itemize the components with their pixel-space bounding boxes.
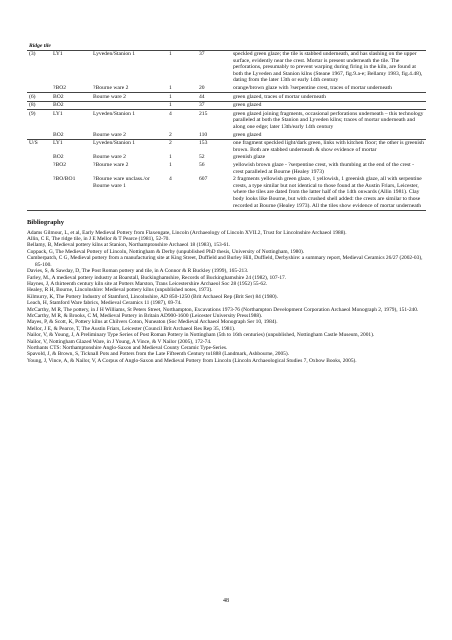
fabric-code-cell: LY1 — [53, 140, 63, 147]
bibliography-entry: Haynes, J, A thirteenth century kiln site at Potters Marston, Trans Leicestershire Archaeol Soc 28 (1952) 55-62. — [27, 280, 268, 287]
table-row — [27, 50, 426, 84]
weight-cell: 153 — [199, 140, 208, 147]
bibliography-entry: McCarthy, M R, The pottery, in J H Williams, St Peters Street, Northampton, Excavations 1973-76 (Northampton Development Corporation Archaeol Monograph 2, 1979), 151-240. — [27, 306, 419, 313]
fabric-name-cell: Bourne ware 2 — [93, 154, 126, 161]
sherd-count-cell: 1 — [167, 85, 197, 93]
table-row — [27, 139, 426, 154]
phase-cell — [27, 154, 51, 162]
fabric-code-cell: BO2 — [53, 154, 64, 161]
bibliography-entry: Davies, S, & Sawday, D, The Post Roman pottery and tile, in A Connor & R Buckley (1999), 165-213. — [27, 268, 249, 275]
weight-cell: 110 — [197, 131, 231, 139]
phase-cell — [27, 162, 51, 176]
weight-cell: 215 — [199, 110, 208, 117]
phase-cell — [27, 131, 51, 139]
fabric-code-cell: ?BO/BO1 — [51, 176, 91, 210]
bibliography-heading: Bibliography — [27, 218, 65, 226]
sherd-count-cell: 4 — [167, 176, 197, 210]
sherd-count-cell: 2 — [167, 131, 197, 139]
bibliography-entry: Spavold, J, & Brown, S, Ticknall Pots and Potters from the Late Fifteenth Century to1888 (Landmark, Ashbourne, 2005). — [27, 351, 290, 358]
fabric-name-cell: ?Bourne ware unclass./or Bourne ware 1 — [91, 176, 167, 210]
description-cell: green glazed — [231, 101, 426, 110]
ridge-tile-table — [27, 42, 426, 211]
table-row — [27, 176, 426, 210]
weight-cell: 37 — [197, 101, 231, 110]
fabric-name-cell: Lyveden/Stanion 1 — [93, 51, 136, 58]
bibliography-entry: Mellor, J E, & Pearce, T, The Austin Friars, Leicester (Council Brit Archaeol Res Rep 35, 1981). — [27, 325, 236, 332]
phase-cell: U/S — [29, 140, 38, 147]
bibliography-entry: Healey, R H, Bourne, Lincolnshire: Medieval pottery kilns (unpublished notes, 1973). — [27, 287, 213, 294]
bibliography-entry: Young, J, Vince, A, & Nailor, V, A Corpus of Anglo-Saxon and Medieval Pottery from Lincoln (Lincoln Archaeological Studies 7, Oxbow Books, 2005). — [27, 357, 357, 364]
sherd-count-cell: 1 — [167, 93, 197, 102]
fabric-code-cell: LY1 — [53, 51, 63, 58]
description-cell: yellowish brown glaze - ?serpentine crest, with thumbing at the end of the crest - crest paralleled at Bourne (Healey 1973) — [233, 162, 414, 175]
bibliography-entry: Kilmurry, K, The Pottery Industry of Stamford, Lincolnshire, AD 850-1250 (Brit Archaeol Rep (Brit Ser) 84 (1980). — [27, 293, 278, 300]
report-page — [27, 42, 426, 364]
phase-cell — [27, 176, 51, 210]
bibliography-entry: McCarthy, M R, & Brooks, C M, Medieval Pottery in Britain AD900-1600 (Leicester University Press1988). — [27, 312, 263, 319]
table-section-heading — [27, 42, 426, 50]
table-row — [27, 85, 426, 93]
bibliography-entry: Adams Gilmour, L, et al, Early Medieval Pottery from Flaxengate, Lincoln (Archaeology of Lincoln XVII.2, Trust for Lincolnshire Archaeol 1988). — [27, 229, 347, 236]
table-row — [27, 93, 426, 102]
fabric-name-cell: Lyveden/Stanion 1 — [93, 110, 136, 117]
table-row — [27, 101, 426, 110]
bibliography-entry: Farley, M., A medieval pottery industry at Boarstall, Buckinghamshire, Records of Buckinghamshire 24 (1982), 107-17. — [27, 274, 287, 281]
bibliography-entry: Coppack, G, The Medieval Pottery of Lincoln, Nottingham & Derby (unpublished PhD thesis, University of Nottingham, 1980). — [27, 248, 305, 255]
description-cell: orange/brown glaze with ?serpentine crest, traces of mortar underneath — [231, 85, 426, 93]
table-row — [27, 110, 426, 131]
fabric-name-cell: ?Bourne ware 2 — [93, 162, 129, 168]
phase-cell: (9) — [29, 110, 36, 117]
description-cell: green glazed joining fragments, occasional perforations underneath – this technology paralleled at both the Stanion and Lyveden kilns; traces of mortar underneath and along one edge; later 13th/early 14th century — [233, 110, 424, 131]
sherd-count-cell: 1 — [169, 154, 172, 161]
bibliography-entry: Mayes, P, & Scott, K, Pottery kilns at Chilvers Coton, Nuneaton (Soc Medieval Archaeol Monograph Ser 10, 1984). — [27, 319, 278, 326]
fabric-code-cell: BO2 — [51, 93, 91, 102]
bibliography-entry: Nailor, V, Nottingham Glazed Ware, in J Young, A Vince, & V Nailor (2005), 172-74. — [27, 338, 212, 345]
description-cell: greenish glaze — [233, 154, 266, 161]
table-row — [27, 131, 426, 139]
bibliography-entry: Leach, H, Stamford Ware fabrics, Medieval Ceramics 11 (1987), 69-74. — [27, 300, 182, 307]
sherd-count-cell: 1 — [169, 162, 172, 168]
fabric-name-cell: Bourne ware 2 — [91, 131, 167, 139]
weight-cell: 20 — [197, 85, 231, 93]
weight-cell: 52 — [199, 154, 205, 161]
table-row — [27, 154, 426, 162]
phase-cell: (8) — [27, 101, 51, 110]
bibliography-section — [27, 219, 426, 365]
weight-cell: 44 — [197, 93, 231, 102]
phase-cell — [27, 85, 51, 93]
sherd-count-cell: 1 — [167, 101, 197, 110]
fabric-code-cell: LY1 — [53, 110, 63, 117]
fabric-name-cell: ?Bourne ware 2 — [91, 85, 167, 93]
sherd-count-cell: 2 — [169, 140, 172, 147]
weight-cell: 56 — [199, 162, 205, 168]
phase-cell: (3) — [29, 51, 36, 58]
bibliography-list — [27, 230, 426, 365]
phase-cell: (6) — [27, 93, 51, 102]
bibliography-entry: Cumberpatch, C G, Medieval pottery from a manufacturing site at King Street, Duffield and Burley Hill, Duffield, Derbyshire: a summary report, Medieval Ceramics 26/27 (2002-03), 85-100. — [27, 255, 423, 268]
weight-cell: 607 — [197, 176, 231, 210]
description-cell: green glazed — [231, 131, 426, 139]
fabric-code-cell: ?BO2 — [53, 162, 67, 168]
description-cell: one fragment speckled light/dark green, links with kitchen floor; the other is greenish brown. Both are stabbed underneath & show evidence of mortar — [233, 140, 424, 153]
page-number: 48 — [223, 598, 229, 604]
sherd-count-cell: 1 — [169, 51, 172, 58]
fabric-code-cell: ?BO2 — [51, 85, 91, 93]
bibliography-entry: Nailor, V, & Young, J, A Preliminary Type Series of Post Roman Pottery in Nottingham (5th to 16th centuries) (unpublished, Nottingham Castle Museum, 2001). — [27, 332, 375, 339]
bibliography-entry: Northants CTS: Northamptonshire Anglo-Saxon and Medieval County Ceramic Type-Series. — [27, 344, 228, 351]
weight-cell: 37 — [199, 51, 205, 58]
description-cell: speckled green glaze; the tile is stabbed underneath, and has slashing on the upper surface, evidently near the crest. Mortar is present underneath the tile. The perforations, presumably to prevent warping during firing in the kiln, are found at both the Lyveden and Stanion kilns (Steane 1967, fig.9.a-e; Bellamy 1983, fig.4.48), dating from the later 13th or early 14th century — [233, 51, 423, 84]
description-cell: green glazed, traces of mortar underneath — [231, 93, 426, 102]
fabric-name-cell: Bourne ware 2 — [91, 93, 167, 102]
bibliography-entry: Bellamy, B, Medieval pottery kilns at Stanion, Northamptonshire Archaeol 18 (1983), 153-61. — [27, 242, 231, 249]
fabric-name-cell: Lyveden/Stanion 1 — [93, 140, 136, 147]
fabric-code-cell: BO2 — [51, 131, 91, 139]
description-cell: 2 fragments yellowish green glaze, 1 yellowish, 1 greenish glaze, all with serpentine crests, a type similar but not identical to those found at the Austin Friars, Leicester, where the tiles are dated from the latter half of the 14th onwards (Allin 1981). Clay body looks like Bourne, but with crushed shell added: the crests are similar to those recorded at Bourne (Healey 1973). All the tiles show evidence of mortar underneath — [231, 176, 426, 210]
bibliography-entry: Allin, C E, The ridge tile, in J E Mellor & T Pearce (1981), 52-70. — [27, 236, 170, 243]
section-title: Ridge tile — [27, 42, 426, 50]
fabric-name-cell — [91, 101, 167, 110]
fabric-code-cell: BO2 — [51, 101, 91, 110]
sherd-count-cell: 4 — [169, 110, 172, 117]
table-row — [27, 162, 426, 176]
